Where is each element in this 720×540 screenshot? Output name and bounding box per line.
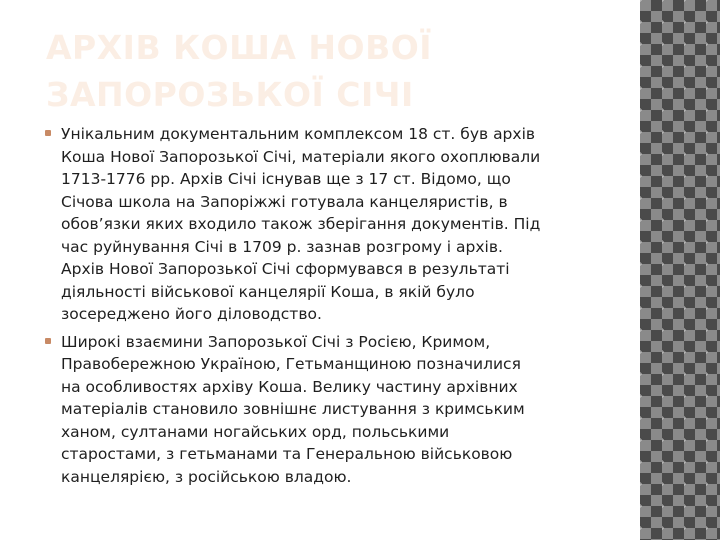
decorative-diamond-pattern bbox=[640, 0, 720, 540]
bullet-text-1 bbox=[61, 123, 612, 326]
bullet-1-line-1: Унікальним документальним комплексом 18 ст. був архів bbox=[61, 125, 536, 143]
bullet-2-line-7: канцелярією, з російською владою. bbox=[61, 467, 352, 486]
bullet-1-line-6: час руйнування Січі в 1709 р. зазнав розгрому і архів. bbox=[61, 237, 503, 256]
bullet-2-line-3: на особливостях архіву Коша. Велику частину архівних bbox=[61, 377, 518, 396]
slide-title bbox=[46, 24, 606, 118]
bullet-2-line-1: Широкі взаємини Запорозької Січі з Росією, Кримом, bbox=[61, 332, 491, 351]
slide-body bbox=[42, 123, 612, 493]
bullet-1-line-9: зосереджено його діловодство. bbox=[61, 305, 322, 323]
bullet-2-line-6: старостами, з гетьманами та Генеральною військовою bbox=[61, 445, 513, 463]
bullet-1-line-2: Коша Нової Запорозької Січі, матеріали якого охоплювали bbox=[61, 147, 541, 166]
bullet-2-line-4: матеріалів становило зовнішнє листування з кримським bbox=[61, 400, 525, 418]
bullet-1-line-8: діяльності військової канцелярії Коша, в якій було bbox=[61, 282, 475, 301]
bullet-1-line-4: Січова школа на Запоріжжі готувала канцеляристів, в bbox=[61, 192, 508, 211]
title-line-1: АРХІВ КОША НОВОЇ bbox=[46, 28, 433, 67]
bullet-1-line-5: обов’язки яких входило також зберігання документів. Під bbox=[61, 215, 541, 233]
bullet-item-1 bbox=[42, 123, 612, 326]
bullet-item-2 bbox=[42, 331, 612, 489]
bullet-text-2 bbox=[61, 331, 612, 489]
title-line-2: ЗАПОРОЗЬКОЇ СІЧІ bbox=[46, 75, 414, 114]
bullet-1-line-3: 1713-1776 рр. Архів Січі існував ще з 17 ст. Відомо, що bbox=[61, 170, 511, 188]
bullet-2-line-5: ханом, султанами ногайських орд, польськими bbox=[61, 422, 450, 441]
bullet-marker-icon bbox=[45, 338, 51, 344]
bullet-marker-icon bbox=[45, 130, 51, 136]
bullet-2-line-2: Правобережною Україною, Гетьманщиною позначилися bbox=[61, 355, 521, 373]
bullet-1-line-7: Архів Нової Запорозької Січі сформувався в результаті bbox=[61, 260, 510, 278]
